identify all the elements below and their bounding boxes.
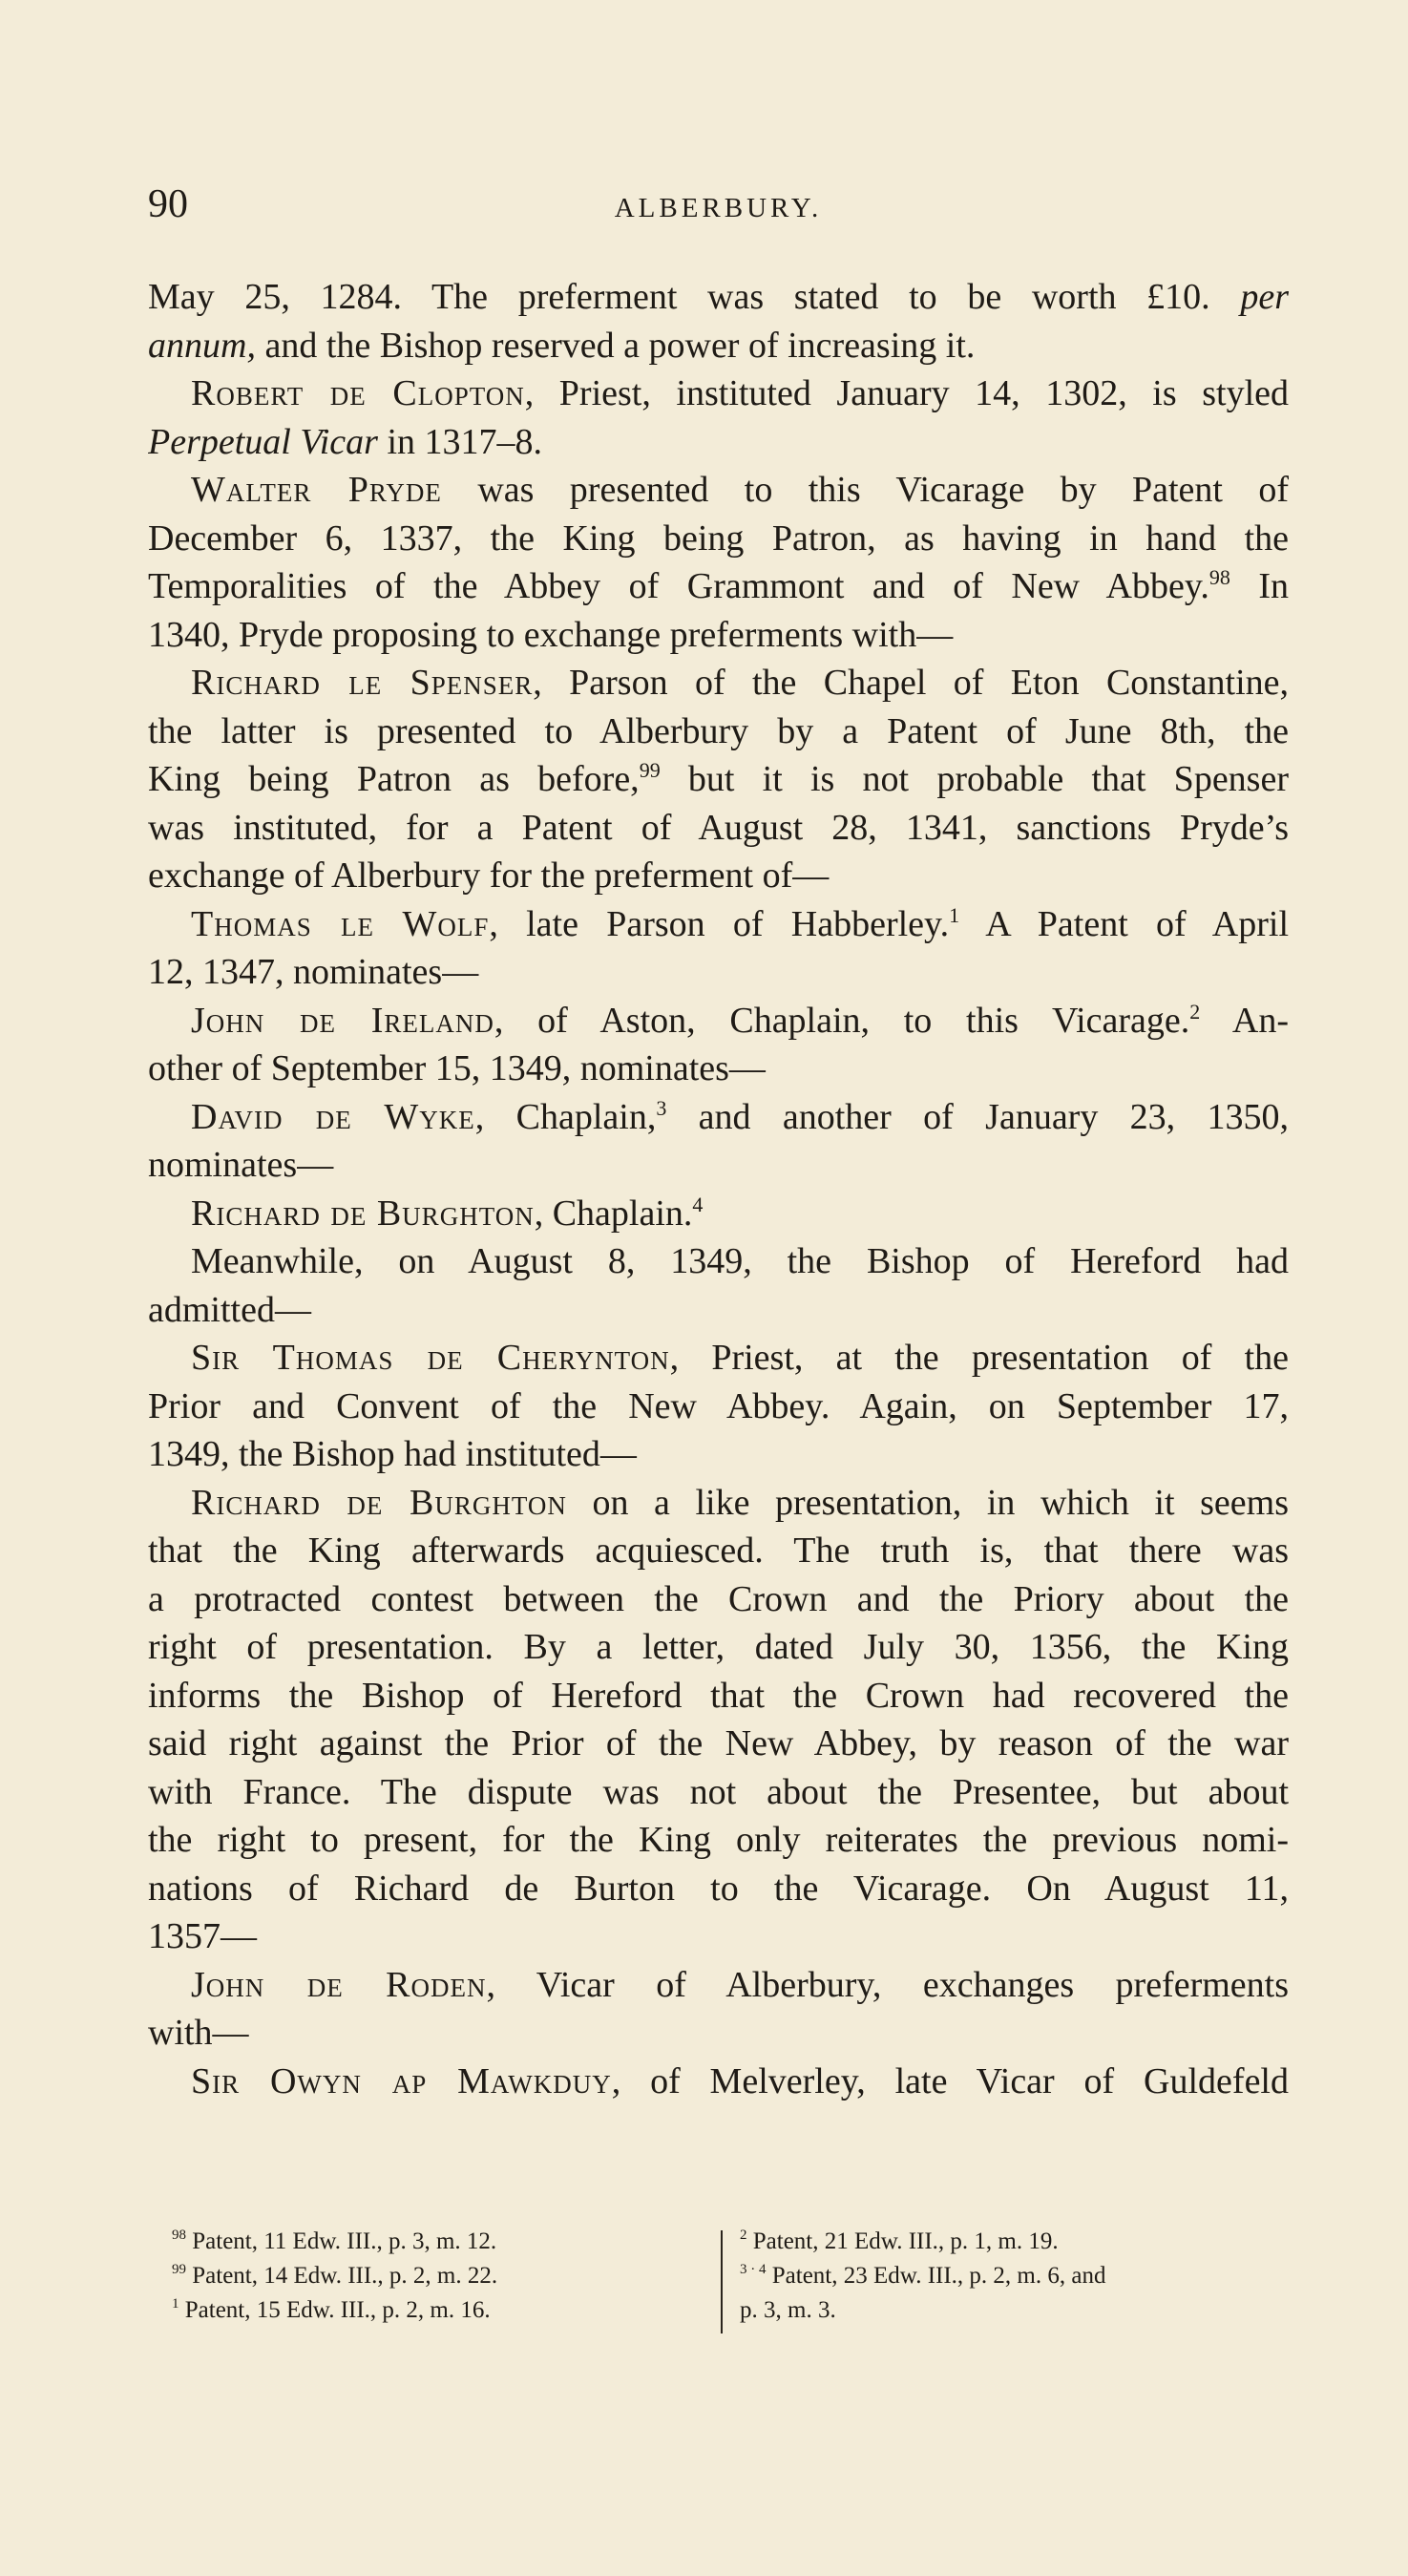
- text-line: [148, 418, 1289, 467]
- text-run: King being Patron as before,: [148, 759, 640, 799]
- text-run: , Vicar of Alberbury, exchanges preferments: [486, 1964, 1289, 2005]
- text-run: , Chaplain,: [474, 1096, 657, 1137]
- text-run: In: [1229, 566, 1289, 606]
- footnote-mark: 98: [172, 2228, 186, 2243]
- text-run: a protracted contest between the Crown and the Priory about the: [148, 1578, 1289, 1619]
- text-line: [148, 1479, 1289, 1528]
- italic-text: annum,: [148, 325, 256, 366]
- footnote-text: Patent, 15 Edw. III., p. 2, m. 16.: [179, 2297, 491, 2323]
- footnote-text: Patent, 14 Edw. III., p. 2, m. 22.: [186, 2263, 498, 2289]
- text-line: [148, 273, 1289, 322]
- text-run: the latter is presented to Alberbury by a Patent of June 8th, the: [148, 710, 1289, 751]
- text-run: right of presentation. By a letter, dated July 30, 1356, the King: [148, 1627, 1289, 1667]
- text-line: [148, 1527, 1289, 1575]
- footnote-text: Patent, 21 Edw. III., p. 1, m. 19.: [746, 2228, 1059, 2254]
- footnote-text: Patent, 11 Edw. III., p. 3, m. 12.: [186, 2228, 497, 2254]
- text-run: informs the Bishop of Hereford that the Crown had recovered the: [148, 1675, 1289, 1716]
- text-run: A Patent of April: [959, 903, 1289, 944]
- text-line: [148, 1720, 1289, 1768]
- italic-text: per: [1240, 277, 1289, 317]
- text-line: [148, 370, 1289, 418]
- text-line: [148, 1816, 1289, 1865]
- footnote-reference: 99: [639, 758, 661, 782]
- text-line: [148, 562, 1289, 611]
- text-run: other of September 15, 1349, nominates—: [148, 1048, 766, 1088]
- footnotes-right-column: [740, 2225, 1408, 2328]
- text-line: [148, 1912, 1289, 1961]
- text-line: [148, 1430, 1289, 1479]
- text-run: Prior and Convent of the New Abbey. Again, on September 17,: [148, 1385, 1289, 1426]
- text-line: [148, 1383, 1289, 1431]
- person-name: Sir Thomas de Cherynton: [191, 1338, 670, 1378]
- text-run: Temporalities of the Abbey of Grammont and of New Abbey.: [148, 566, 1209, 606]
- text-line: [148, 322, 1289, 370]
- text-line: [148, 1334, 1289, 1383]
- text-line: [148, 948, 1289, 997]
- running-head: ALBERBURY.: [614, 193, 823, 223]
- footnote-mark: 99: [172, 2262, 186, 2277]
- text-line: [148, 804, 1289, 853]
- footnote-reference: 1: [949, 902, 960, 927]
- footnote-mark: 3 · 4: [740, 2262, 767, 2277]
- text-run: exchange of Alberbury for the preferment of—: [148, 855, 830, 896]
- text-run: nominates—: [148, 1145, 334, 1185]
- footnote: [740, 2293, 1408, 2328]
- person-name: Walter Pryde: [191, 470, 442, 510]
- person-name: Richard le Spenser: [191, 663, 534, 703]
- text-run: May 25, 1284. The preferment was stated to be worth £10.: [148, 277, 1241, 317]
- person-name: Sir Owyn ap Mawkduy: [191, 2060, 612, 2101]
- text-line: [148, 1045, 1289, 1093]
- person-name: Richard de Burghton: [191, 1193, 535, 1234]
- text-run: admitted—: [148, 1289, 311, 1330]
- page-number: 90: [148, 182, 188, 226]
- page-header: [148, 181, 1289, 239]
- footnote-divider: [721, 2230, 723, 2333]
- text-run: 1349, the Bishop had instituted—: [148, 1434, 637, 1474]
- text-run: , late Parson of Habberley.: [489, 903, 950, 944]
- person-name: David de Wyke: [191, 1096, 475, 1137]
- text-run: An-: [1200, 1000, 1289, 1041]
- text-line: [148, 1093, 1289, 1142]
- text-run: December 6, 1337, the King being Patron, as having in hand the: [148, 517, 1289, 559]
- text-line: [148, 515, 1289, 563]
- text-run: , Priest, instituted January 14, 1302, is styled: [524, 373, 1289, 413]
- footnote-reference: 98: [1208, 565, 1230, 589]
- text-run: nations of Richard de Burton to the Vicarage. On August 11,: [148, 1868, 1289, 1909]
- text-line: [148, 1768, 1289, 1817]
- footnote-reference: 4: [692, 1192, 704, 1216]
- text-line: [148, 2058, 1289, 2106]
- person-name: Richard de Burghton: [191, 1482, 567, 1523]
- text-line: [148, 997, 1289, 1045]
- text-line: [148, 1865, 1289, 1913]
- person-name: John de Ireland: [191, 1000, 494, 1041]
- text-run: with France. The dispute was not about the Presentee, but about: [148, 1771, 1289, 1812]
- text-run: with—: [148, 2013, 249, 2053]
- text-run: , of Aston, Chaplain, to this Vicarage.: [494, 1000, 1190, 1041]
- text-line: [148, 466, 1289, 515]
- text-run: in 1317–8.: [377, 421, 543, 462]
- footnote: [740, 2225, 1408, 2259]
- text-line: [148, 1961, 1289, 2010]
- text-run: on a like presentation, in which it seems: [566, 1482, 1289, 1523]
- text-line: [148, 755, 1289, 804]
- text-line: [148, 1286, 1289, 1335]
- text-line: [148, 1237, 1289, 1286]
- footnote-mark: 2: [740, 2228, 747, 2243]
- text-run: 12, 1347, nominates—: [148, 952, 479, 992]
- text-line: [148, 1672, 1289, 1721]
- text-run: the right to present, for the King only reiterates the previous nomi-: [148, 1820, 1289, 1860]
- text-line: [148, 611, 1289, 660]
- text-run: , of Melverley, late Vicar of Guldefeld: [611, 2060, 1289, 2101]
- person-name: Robert de Clopton: [191, 373, 525, 413]
- text-run: said right against the Prior of the New Abbey, by reason of the war: [148, 1723, 1289, 1763]
- text-run: that the King afterwards acquiesced. The truth is, that there was: [148, 1531, 1289, 1571]
- text-line: [148, 2009, 1289, 2058]
- text-run: Meanwhile, on August 8, 1349, the Bishop of Hereford had: [191, 1241, 1289, 1281]
- text-line: [148, 1575, 1289, 1624]
- text-run: 1357—: [148, 1916, 257, 1956]
- text-line: [148, 659, 1289, 707]
- footnote-mark: 1: [172, 2296, 179, 2312]
- footnote: [740, 2259, 1408, 2293]
- text-line: [148, 852, 1289, 900]
- footnotes: [148, 2225, 1289, 2339]
- person-name: John de Roden: [191, 1964, 487, 2005]
- footnote-text: p. 3, m. 3.: [740, 2297, 836, 2323]
- text-line: [148, 1190, 1289, 1238]
- text-run: but it is not probable that Spenser: [660, 759, 1289, 799]
- text-run: and another of January 23, 1350,: [666, 1096, 1289, 1137]
- footnote-reference: 3: [656, 1095, 667, 1120]
- italic-text: Perpetual Vicar: [148, 421, 378, 462]
- text-line: [148, 1623, 1289, 1672]
- text-run: and the Bishop reserved a power of increasing it.: [255, 325, 976, 366]
- text-run: was instituted, for a Patent of August 28, 1341, sanctions Pryde’s: [148, 807, 1289, 848]
- text-run: , Priest, at the presentation of the: [669, 1338, 1289, 1378]
- text-line: [148, 900, 1289, 949]
- text-run: was presented to this Vicarage by Patent of: [441, 470, 1289, 510]
- footnote-reference: 2: [1189, 999, 1201, 1024]
- text-line: [148, 1141, 1289, 1190]
- person-name: Thomas le Wolf: [191, 903, 490, 944]
- text-run: , Chaplain.: [534, 1193, 693, 1234]
- text-run: 1340, Pryde proposing to exchange preferments with—: [148, 614, 954, 655]
- footnote-text: Patent, 23 Edw. III., p. 2, m. 6, and: [766, 2263, 1106, 2289]
- text-run: , Parson of the Chapel of Eton Constantine,: [533, 663, 1289, 703]
- body-text: [148, 273, 1289, 2105]
- text-line: [148, 707, 1289, 756]
